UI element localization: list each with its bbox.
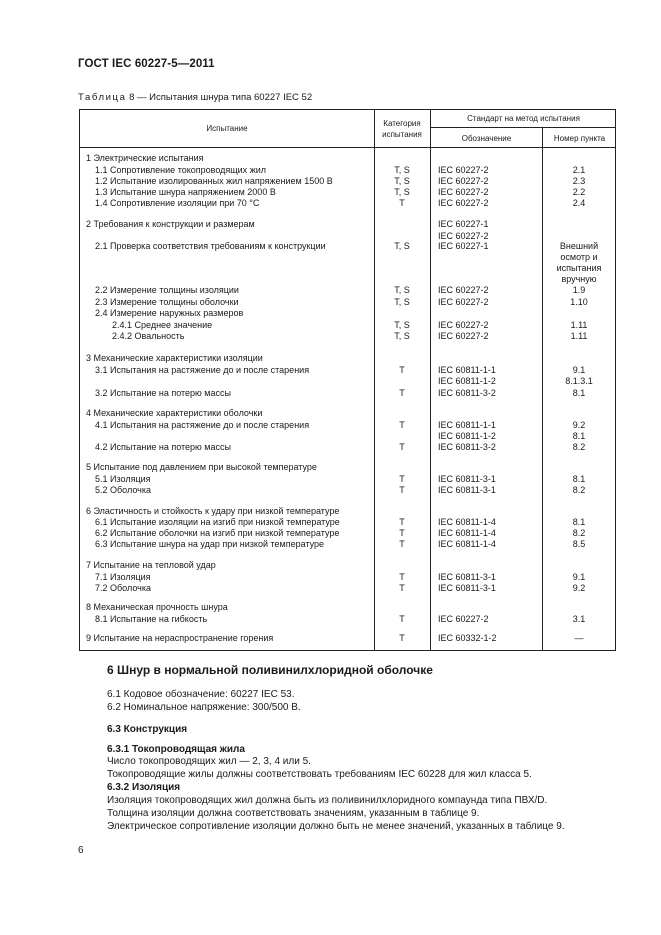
table-cell-item-number: 2.3 [572, 176, 586, 186]
table-cell-item-number: 2.4 [572, 198, 586, 208]
table-cell-designation: IEC 60332-1-2 [438, 633, 497, 643]
table-cell-designation: IEC 60811-3-1 [438, 572, 496, 582]
table-row-label: 2.4 Измерение наружных размеров [95, 308, 244, 318]
table-row-label: 3.1 Испытания на растяжение до и после старения [95, 365, 310, 375]
table-row-label: 6.1 Испытание изоляции на изгиб при низкой температуре [95, 517, 340, 527]
table-row-label: 2.3 Измерение толщины оболочки [95, 297, 239, 307]
subsection-6-3-title: 6.3 Конструкция [107, 724, 188, 735]
table-cell-category: T, S [394, 331, 410, 341]
table-cell-item-number: 3.1 [572, 614, 586, 624]
table-cell-category: T, S [394, 320, 410, 330]
table-cell-designation: IEC 60811-1-4 [438, 528, 496, 538]
table-row-label: 1.2 Испытание изолированных жил напряжением 1500 В [95, 176, 333, 186]
table-cell-category: T, S [394, 297, 410, 307]
table-cell-category: T [399, 517, 405, 527]
table-cell-category: T, S [394, 176, 410, 186]
table-cell-category: T, S [394, 187, 410, 197]
document-header: ГОСТ IEC 60227-5—2011 [78, 58, 215, 70]
table-cell-designation: IEC 60811-1-4 [438, 539, 496, 549]
table-row-label: 8 Механическая прочность шнура [86, 602, 228, 612]
table-cell-designation: IEC 60227-2 [438, 320, 489, 330]
table-cell-designation: IEC 60811-3-1 [438, 583, 496, 593]
header-category: Категория испытания [382, 119, 422, 139]
table-row-label: 7.1 Изоляция [95, 572, 151, 582]
table-row-label: 7.2 Оболочка [95, 583, 151, 593]
paragraph-6-2: 6.2 Номинальное напряжение: 300/500 В. [107, 702, 301, 713]
table-row-label: 5.2 Оболочка [95, 485, 151, 495]
table-cell-designation: IEC 60227-2 [438, 187, 489, 197]
table-cell-item-number: 8.1 [572, 388, 586, 398]
table-cell-category: T [399, 198, 405, 208]
table-cell-item-number: 8.1.3.1 [565, 376, 593, 386]
table-caption-label: Таблица [78, 92, 127, 103]
table-cell-designation: IEC 60227-2 [438, 231, 489, 241]
table-cell-item-number: 8.1 [572, 517, 586, 527]
table-cell-designation: IEC 60811-1-4 [438, 517, 496, 527]
table-cell-category: T [399, 633, 405, 643]
subsection-6-3-2-title: 6.3.2 Изоляция [107, 782, 181, 793]
table-cell-category: T [399, 485, 405, 495]
paragraph-6-3-1-a: Число токопроводящих жил — 2, 3, 4 или 5. [107, 756, 311, 767]
table-cell-item-number: 1.9 [572, 285, 586, 295]
table-cell-designation: IEC 60227-2 [438, 614, 489, 624]
table-cell-item-number: осмотр и [560, 252, 598, 262]
table-row-label: 2 Требования к конструкции и размерам [86, 219, 255, 229]
table-row-label: 4.1 Испытания на растяжение до и после старения [95, 420, 310, 430]
table-cell-category: T [399, 420, 405, 430]
table-cell-category: T [399, 442, 405, 452]
table-cell-category: T, S [394, 165, 410, 175]
table-cell-designation: IEC 60227-2 [438, 331, 489, 341]
table-row-label: 2.2 Измерение толщины изоляции [95, 285, 239, 295]
table-cell-item-number: 8.5 [572, 539, 586, 549]
table-cell-item-number: 2.2 [572, 187, 586, 197]
table-cell-category: T [399, 572, 405, 582]
table-row-label: 1 Электрические испытания [86, 153, 204, 163]
table-row-label: 6 Эластичность и стойкость к удару при низкой температуре [86, 506, 340, 516]
table-row-label: 5.1 Изоляция [95, 474, 151, 484]
table-row-label: 1.3 Испытание шнура напряжением 2000 В [95, 187, 276, 197]
table-cell-item-number: 9.2 [572, 420, 586, 430]
table-row-label: 8.1 Испытание на гибкость [95, 614, 208, 624]
table-row-label: 2.4.1 Среднее значение [112, 320, 213, 330]
table-cell-item-number: 9.2 [572, 583, 586, 593]
table-cell-item-number: 8.1 [572, 431, 586, 441]
table-cell-category: T, S [394, 285, 410, 295]
table-cell-item-number: — [574, 633, 584, 643]
table-cell-designation: IEC 60811-3-2 [438, 388, 496, 398]
table-cell-item-number: 1.10 [570, 297, 588, 307]
paragraph-6-3-2-b: Толщина изоляции должна соответствовать значениям, указанным в таблице 9. [107, 808, 480, 819]
table-cell-designation: IEC 60811-1-1 [438, 420, 496, 430]
paragraph-6-1: 6.1 Кодовое обозначение: 60227 IEC 53. [107, 689, 295, 700]
table-cell-designation: IEC 60227-2 [438, 176, 489, 186]
table-cell-designation: IEC 60811-3-1 [438, 474, 496, 484]
paragraph-6-3-2-c: Электрическое сопротивление изоляции должно быть не менее значений, указанных в таблице 9. [107, 821, 565, 832]
table-row-label: 6.2 Испытание оболочки на изгиб при низкой температуре [95, 528, 340, 538]
table-row-label: 4 Механические характеристики оболочки [86, 408, 263, 418]
table-cell-item-number: 1.11 [570, 320, 588, 330]
column-divider [430, 110, 431, 650]
header-standard: Стандарт на метод испытания [467, 114, 580, 123]
table-cell-category: T [399, 614, 405, 624]
header-divider [430, 127, 615, 128]
table-row-label: 7 Испытание на тепловой удар [86, 560, 216, 570]
table-cell-designation: IEC 60811-3-1 [438, 485, 496, 495]
table-cell-designation: IEC 60811-1-2 [438, 376, 496, 386]
table-row-label: 5 Испытание под давлением при высокой температуре [86, 462, 317, 472]
header-divider [80, 147, 615, 148]
table-cell-designation: IEC 60227-1 [438, 219, 489, 229]
table-cell-item-number: 8.1 [572, 474, 586, 484]
table-cell-category: T [399, 388, 405, 398]
table-cell-item-number: 9.1 [572, 365, 586, 375]
table-cell-item-number: 2.1 [572, 165, 586, 175]
table-row-label: 9 Испытание на нераспространение горения [86, 633, 274, 643]
column-divider [542, 128, 543, 650]
table-cell-category: T, S [394, 241, 410, 251]
table-row-label: 3.2 Испытание на потерю массы [95, 388, 231, 398]
paragraph-6-3-2-a: Изоляция токопроводящих жил должна быть из поливинилхлоридного компаунда типа ПВХ/D. [107, 795, 548, 806]
table-cell-designation: IEC 60811-1-2 [438, 431, 496, 441]
table-cell-category: T [399, 474, 405, 484]
table-cell-category: T [399, 365, 405, 375]
table-cell-designation: IEC 60811-1-1 [438, 365, 496, 375]
table-caption-text: 8 — Испытания шнура типа 60227 IEC 52 [129, 92, 313, 103]
table-cell-designation: IEC 60227-2 [438, 285, 489, 295]
table-cell-item-number: 1.11 [570, 331, 588, 341]
column-divider [374, 110, 375, 650]
paragraph-6-3-1-b: Токопроводящие жилы должны соответствовать требованиям IEC 60228 для жил класса 5. [107, 769, 532, 780]
table-row-label: 1.4 Сопротивление изоляции при 70 °С [95, 198, 260, 208]
test-table [79, 109, 616, 651]
table-cell-category: T [399, 528, 405, 538]
table-cell-item-number: 8.2 [572, 485, 586, 495]
table-cell-category: T [399, 583, 405, 593]
table-cell-category: T [399, 539, 405, 549]
table-row-label: 2.1 Проверка соответствия требованиям к конструкции [95, 241, 326, 251]
table-row-label: 3 Механические характеристики изоляции [86, 353, 263, 363]
table-cell-designation: IEC 60227-1 [438, 241, 489, 251]
table-cell-designation: IEC 60811-3-2 [438, 442, 496, 452]
table-row-label: 6.3 Испытание шнура на удар при низкой температуре [95, 539, 325, 549]
table-cell-item-number: 9.1 [572, 572, 586, 582]
table-cell-item-number: 8.2 [572, 528, 586, 538]
table-cell-designation: IEC 60227-2 [438, 198, 489, 208]
header-designation: Обозначение [461, 134, 512, 143]
table-cell-item-number: испытания [556, 263, 602, 273]
header-item-number: Номер пункта [553, 134, 606, 143]
table-row-label: 2.4.2 Овальность [112, 331, 185, 341]
table-row-label: 1.1 Сопротивление токопроводящих жил [95, 165, 266, 175]
table-cell-item-number: 8.2 [572, 442, 586, 452]
table-cell-item-number: вручную [561, 274, 597, 284]
section-title: 6 Шнур в нормальной поливинилхлоридной оболочке [107, 663, 433, 677]
page-number: 6 [78, 845, 84, 856]
header-test: Испытание [206, 124, 248, 133]
table-cell-designation: IEC 60227-2 [438, 297, 489, 307]
table-cell-item-number: Внешний [559, 241, 599, 251]
table-caption [78, 92, 312, 103]
table-row-label: 4.2 Испытание на потерю массы [95, 442, 231, 452]
subsection-6-3-1-title: 6.3.1 Токопроводящая жила [107, 744, 245, 755]
table-cell-designation: IEC 60227-2 [438, 165, 489, 175]
